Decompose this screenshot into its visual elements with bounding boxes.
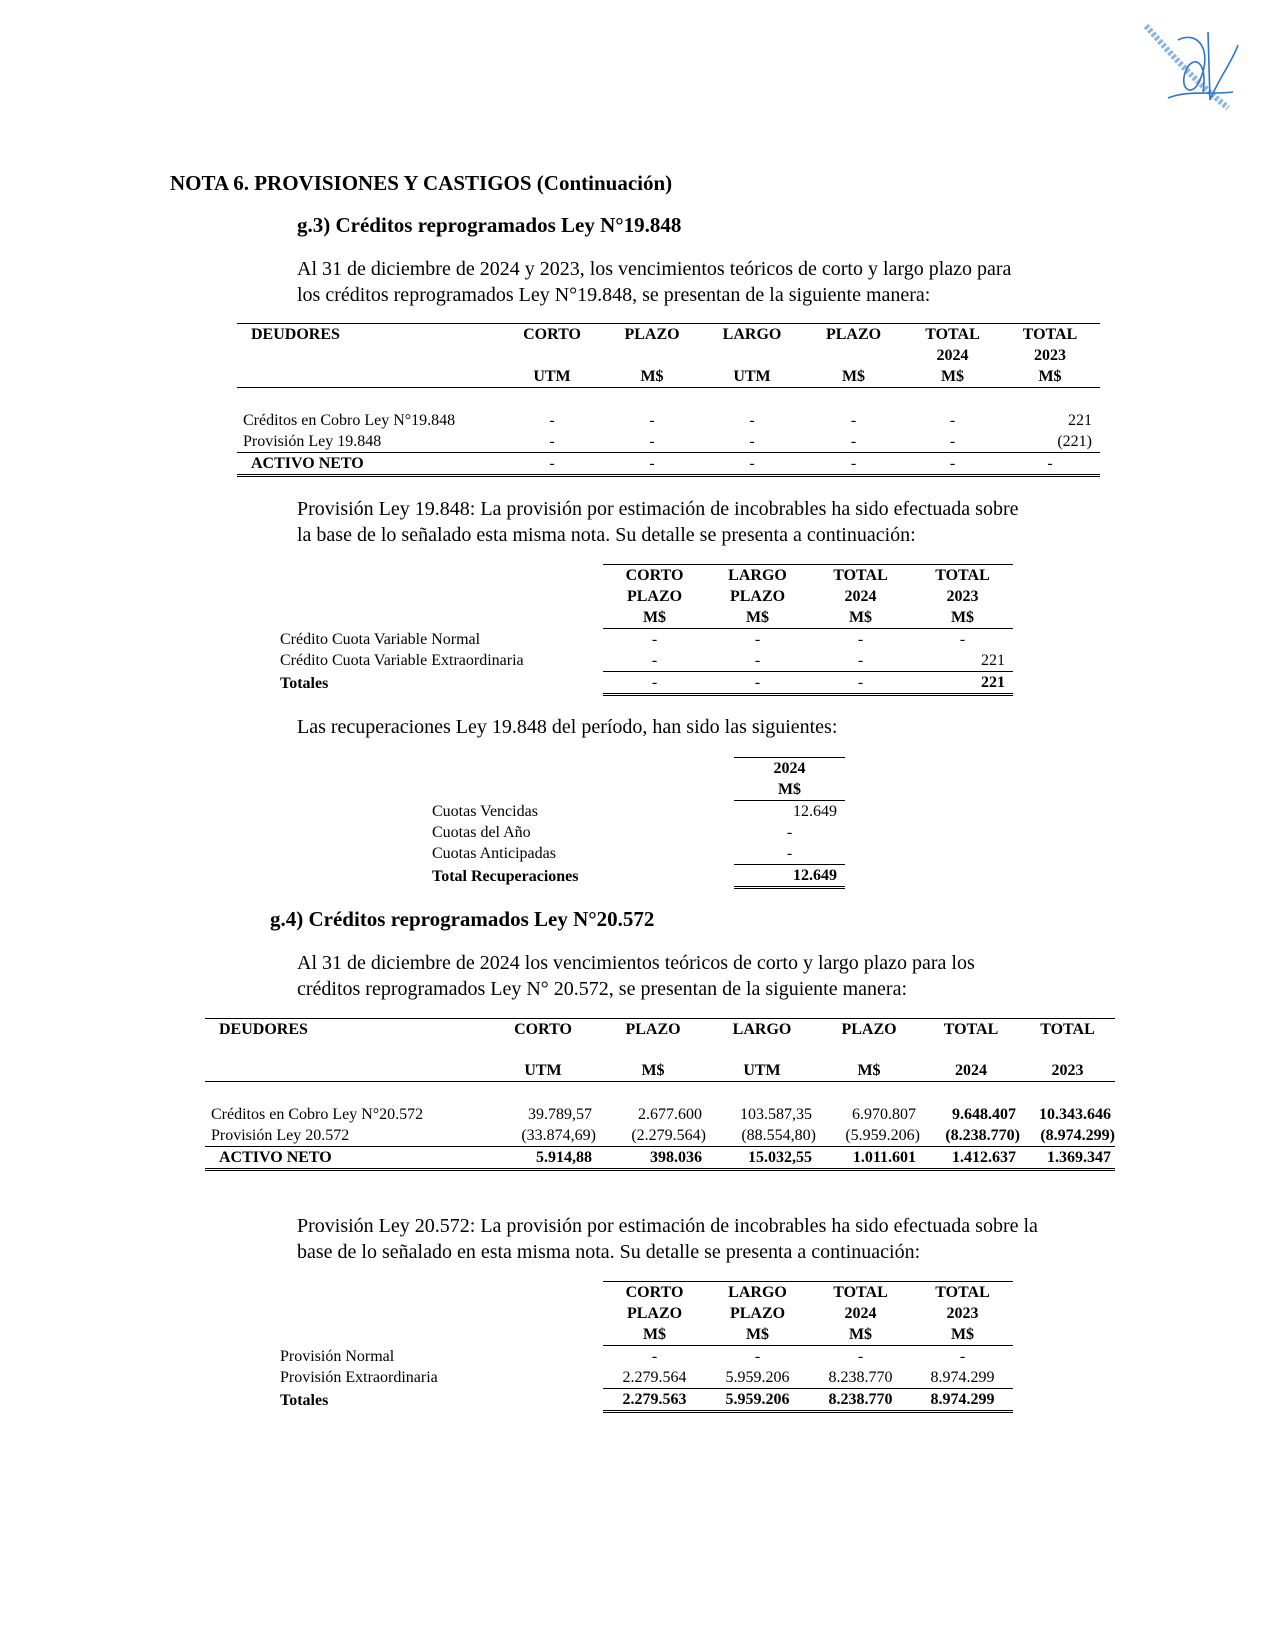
table-row: Provisión Ley 20.572 (33.874,69) (2.279.564) (88.554,80) (5.959.206) (8.238.770) (8.974.299) bbox=[205, 1125, 1115, 1147]
header-deudores: DEUDORES bbox=[251, 326, 340, 343]
table-row: Cuotas del Año - bbox=[432, 824, 793, 841]
section-heading-g3: g.3) Créditos reprogramados Ley N°19.848 bbox=[297, 213, 682, 237]
table-row: Cuotas Anticipadas - bbox=[432, 843, 845, 865]
table-row: Crédito Cuota Variable Normal - - - - bbox=[280, 630, 966, 648]
table-total-row: Totales 2.279.563 5.959.206 8.238.770 8.974.299 bbox=[280, 1389, 1013, 1412]
table-row: Créditos en Cobro Ley N°20.572 39.789,57 2.677.600 103.587,35 6.970.807 9.648.407 10.343.646 bbox=[211, 1106, 1111, 1123]
auditor-stamp-signature bbox=[1138, 20, 1248, 115]
g4-paragraph: Al 31 de diciembre de 2024 los vencimientos teóricos de corto y largo plazo para los créditos reprogramados Ley N° 20.572, se presentan de la siguiente manera: bbox=[297, 952, 975, 1000]
page-title: NOTA 6. PROVISIONES Y CASTIGOS (Continuación) bbox=[170, 171, 673, 195]
table-total-row: Total Recuperaciones 12.649 bbox=[432, 865, 845, 888]
g3-provision-paragraph: Provisión Ley 19.848: La provisión por estimación de incobrables ha sido efectuada sobre la base de lo señalado esta misma nota. Su detalle se presenta a continuación: bbox=[297, 498, 1019, 546]
g3-deudores-table: DEUDORES CORTO PLAZO LARGO PLAZO TOTAL TOTAL 2024 2023 UTM M$ UTM M$ M$ M$ Créditos en Cobro Ley N°19.848 - - - - - 221 Provisión Ley 19.848 - - - - - (221) ACTIVO NETO - - - - - - bbox=[237, 323, 1100, 477]
g3-recuperaciones-paragraph: Las recuperaciones Ley 19.848 del período, han sido las siguientes: bbox=[297, 716, 838, 738]
table-total-row: ACTIVO NETO - - - - - - bbox=[237, 453, 1100, 476]
table-row: Provisión Extraordinaria 2.279.564 5.959.206 8.238.770 8.974.299 bbox=[280, 1367, 1013, 1389]
table-row: Provisión Ley 19.848 - - - - - (221) bbox=[237, 431, 1100, 453]
table-row: Créditos en Cobro Ley N°19.848 - - - - - 221 bbox=[243, 412, 1092, 429]
section-heading-g4: g.4) Créditos reprogramados Ley N°20.572 bbox=[270, 907, 655, 931]
table-row: Crédito Cuota Variable Extraordinaria - - - 221 bbox=[280, 650, 1013, 672]
g3-recuperaciones-table: 2024 M$ Cuotas Vencidas 12.649 Cuotas del Año - Cuotas Anticipadas - Total Recuperaciones 12.649 bbox=[432, 757, 845, 889]
g3-paragraph: Al 31 de diciembre de 2024 y 2023, los vencimientos teóricos de corto y largo plazo para los créditos reprogramados Ley N°19.848, se presentan de la siguiente manera: bbox=[297, 258, 1012, 306]
table-total-row: Totales - - - 221 bbox=[280, 672, 1013, 695]
g3-provision-table: CORTO LARGO TOTAL TOTAL PLAZO PLAZO 2024 2023 M$ M$ M$ M$ Crédito Cuota Variable Normal - - - - Crédito Cuota Variable Extraordinaria - - - 221 Totales - - - 221 bbox=[280, 564, 1013, 696]
table-row: Provisión Normal - - - - bbox=[280, 1347, 966, 1365]
g4-provision-table: CORTO LARGO TOTAL TOTAL PLAZO PLAZO 2024 2023 M$ M$ M$ M$ Provisión Normal - - - - Provisión Extraordinaria 2.279.564 5.959.206 8.238.770 8.974.299 Totales 2.279.563 5.959.206 8.238.770 8.974.299 bbox=[280, 1281, 1013, 1413]
table-total-row: ACTIVO NETO 5.914,88 398.036 15.032,55 1.011.601 1.412.637 1.369.347 bbox=[205, 1147, 1115, 1170]
g4-provision-paragraph: Provisión Ley 20.572: La provisión por estimación de incobrables ha sido efectuada sobre la base de lo señalado en esta misma nota. Su detalle se presenta a continuación: bbox=[297, 1215, 1038, 1263]
g4-deudores-table: DEUDORES CORTO PLAZO LARGO PLAZO TOTAL TOTAL UTM M$ UTM M$ 2024 2023 Créditos en Cobro Ley N°20.572 39.789,57 2.677.600 103.587,35 6.970.807 9.648.407 10.343.646 Provisión Ley 20.572 (33.874,69) (2.279.564) (88.554,80) (5.959.206) (8.238.770) (8.974.299) ACTIVO NETO 5.914,88 398.036 15.032,55 1.011.601 1.412.637 1.369.347 bbox=[205, 1018, 1115, 1171]
table-row: Cuotas Vencidas 12.649 bbox=[432, 802, 837, 820]
header-deudores: DEUDORES bbox=[219, 1021, 308, 1038]
